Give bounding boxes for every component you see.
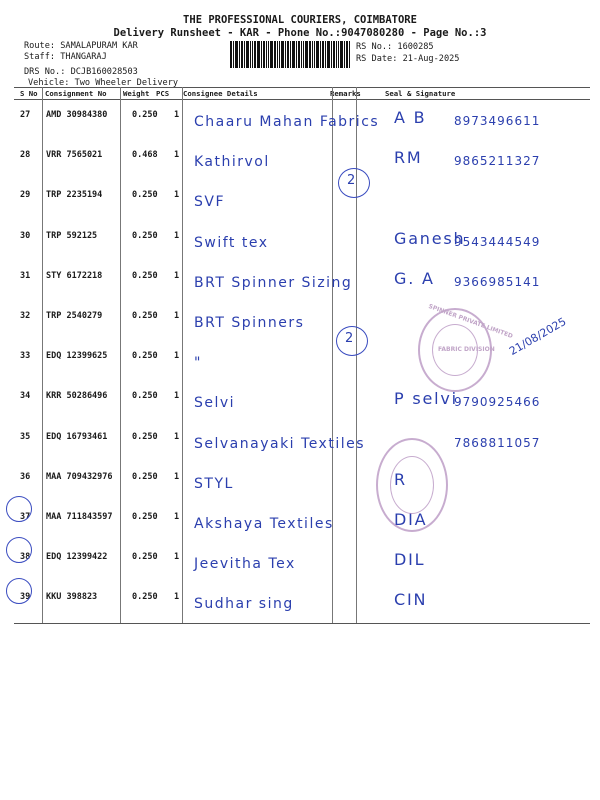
consignee-handwriting: Kathirvol — [194, 154, 270, 171]
pcs-value: 1 — [174, 471, 180, 482]
phone-handwriting: 9543444549 — [454, 234, 541, 249]
consignment-number: KRR 50286496 — [46, 391, 108, 402]
table-row — [14, 422, 590, 462]
sno-circle — [6, 578, 32, 604]
consignee-handwriting: Sudhar sing — [194, 596, 294, 613]
table-bottom-rule — [14, 623, 590, 624]
serial-number: 27 — [20, 110, 31, 120]
sno-circle — [6, 537, 32, 563]
vehicle-text: Vehicle: Two Wheeler Delivery — [28, 77, 179, 88]
runsheet-subtitle: Delivery Runsheet - KAR - Phone No.:9047080280 - Page No.:3 — [113, 27, 487, 39]
weight-value: 0.250 — [132, 270, 158, 281]
pcs-value: 1 — [174, 351, 180, 362]
weight-value: 0.250 — [132, 311, 158, 321]
remarks-mark: 2 — [347, 173, 356, 188]
serial-number: 28 — [20, 150, 31, 161]
signature-handwriting: A B — [394, 108, 427, 127]
consignment-number: EDQ 16793461 — [46, 431, 108, 442]
company-seal-stamp: SPINNER PRIVATE LIMITED FABRIC DIVISION — [418, 308, 492, 392]
pcs-value: 1 — [174, 110, 180, 120]
consignee-handwriting: Jeevitha Tex — [194, 556, 296, 573]
signature-handwriting: DIL — [394, 550, 426, 570]
weight-value: 0.250 — [132, 351, 158, 362]
consignment-number: KKU 398823 — [46, 592, 98, 603]
consignee-handwriting: Chaaru Mahan Fabrics — [194, 114, 380, 130]
pcs-value: 1 — [174, 512, 180, 522]
phone-handwriting: 7868811057 — [454, 435, 541, 450]
pcs-value: 1 — [174, 431, 180, 442]
consignment-number: VRR 7565021 — [46, 150, 103, 161]
serial-number: 38 — [20, 552, 31, 563]
sno-circle — [6, 496, 32, 522]
consignment-number: TRP 2540279 — [46, 311, 103, 321]
serial-number: 37 — [20, 512, 31, 522]
phone-handwriting: 8973496611 — [454, 114, 541, 128]
remarks-mark: 2 — [345, 331, 354, 346]
pcs-value: 1 — [174, 150, 180, 161]
weight-value: 0.250 — [132, 431, 158, 442]
pcs-value: 1 — [174, 552, 180, 563]
signature-handwriting: Ganesh — [394, 228, 466, 248]
consignee-handwriting: BRT Spinners — [194, 315, 305, 331]
table-row — [14, 261, 590, 301]
col-seal: Seal & Signature — [385, 89, 456, 98]
company-seal-stamp — [376, 438, 448, 532]
table-row — [14, 180, 590, 220]
table-row — [14, 221, 590, 261]
weight-value: 0.250 — [132, 190, 158, 201]
table-row — [14, 100, 590, 140]
signature-handwriting: P selvi — [394, 389, 458, 409]
serial-number: 34 — [20, 391, 31, 402]
rs-date: RS Date: 21-Aug-2025 — [356, 53, 460, 64]
pcs-value: 1 — [174, 190, 180, 201]
rs-number: RS No.: 1600285 — [356, 42, 434, 52]
consignment-number: TRP 2235194 — [46, 190, 103, 201]
weight-value: 0.468 — [132, 150, 158, 161]
col-sno: S No — [20, 89, 38, 98]
handwritten-date: 21/08/2025 — [506, 315, 569, 358]
serial-number: 39 — [20, 592, 31, 603]
route-text: Route: SAMALAPURAM KAR — [24, 41, 138, 51]
consignee-handwriting: Selvi — [194, 395, 236, 412]
signature-handwriting: DIA — [394, 510, 428, 529]
consignment-number: MAA 709432976 — [46, 471, 113, 482]
weight-value: 0.250 — [132, 471, 158, 482]
weight-value: 0.250 — [132, 512, 158, 522]
company-title: THE PROFESSIONAL COURIERS, COIMBATORE — [183, 14, 417, 26]
weight-value: 0.250 — [132, 230, 158, 241]
drs-text: DRS No.: DCJB160028503 — [24, 66, 138, 77]
pcs-value: 1 — [174, 592, 180, 603]
weight-value: 0.250 — [132, 110, 158, 120]
col-weight: Weight — [123, 89, 150, 98]
phone-handwriting: 9366985141 — [454, 274, 541, 289]
signature-handwriting: RM — [394, 148, 423, 168]
consignee-handwriting: Swift tex — [194, 234, 269, 251]
pcs-value: 1 — [174, 270, 180, 281]
serial-number: 31 — [20, 270, 31, 281]
phone-handwriting: 9865211327 — [454, 154, 541, 169]
consignment-number: EDQ 12399422 — [46, 552, 108, 563]
rs-details — [356, 42, 459, 65]
table-row — [14, 381, 590, 421]
serial-number: 29 — [20, 190, 31, 201]
pcs-value: 1 — [174, 311, 180, 321]
serial-number: 35 — [20, 431, 31, 442]
table-top-rule — [14, 87, 590, 88]
consignee-handwriting: BRT Spinner Sizing — [194, 274, 353, 291]
consignee-handwriting: SVF — [194, 194, 226, 211]
table-row — [14, 582, 590, 622]
table-row — [14, 462, 590, 502]
staff-text: Staff: THANGARAJ — [24, 52, 107, 63]
consignment-number: TRP 592125 — [46, 230, 98, 241]
table-row — [14, 140, 590, 180]
col-remarks: Remarks — [330, 89, 361, 98]
table-row — [14, 502, 590, 542]
signature-handwriting: G. A — [394, 268, 435, 288]
col-pcs: PCS — [156, 89, 170, 98]
serial-number: 32 — [20, 311, 31, 321]
col-consignee: Consignee Details — [183, 89, 258, 98]
consignment-number: AMD 30984380 — [46, 110, 108, 120]
serial-number: 33 — [20, 351, 31, 362]
signature-handwriting: CIN — [394, 590, 428, 610]
weight-value: 0.250 — [132, 552, 158, 563]
table-row — [14, 542, 590, 582]
pcs-value: 1 — [174, 391, 180, 402]
serial-number: 36 — [20, 471, 31, 482]
consignment-number: MAA 711843597 — [46, 512, 113, 522]
signature-handwriting: R — [394, 469, 407, 489]
consignment-number: STY 6172218 — [46, 270, 103, 281]
pcs-value: 1 — [174, 230, 180, 241]
weight-value: 0.250 — [132, 592, 158, 603]
consignee-handwriting: Selvanayaki Textiles — [194, 435, 366, 452]
barcode-image — [230, 41, 350, 68]
table-row — [14, 341, 590, 381]
consignment-number: EDQ 12399625 — [46, 351, 108, 362]
col-consignment: Consignment No — [45, 89, 107, 98]
consignee-handwriting: STYL — [194, 475, 234, 492]
header-details — [24, 41, 178, 89]
consignee-handwriting: " — [194, 355, 202, 372]
weight-value: 0.250 — [132, 391, 158, 402]
phone-handwriting: 9790925466 — [454, 395, 541, 410]
consignee-handwriting: Akshaya Textiles — [194, 516, 334, 532]
serial-number: 30 — [20, 230, 31, 241]
